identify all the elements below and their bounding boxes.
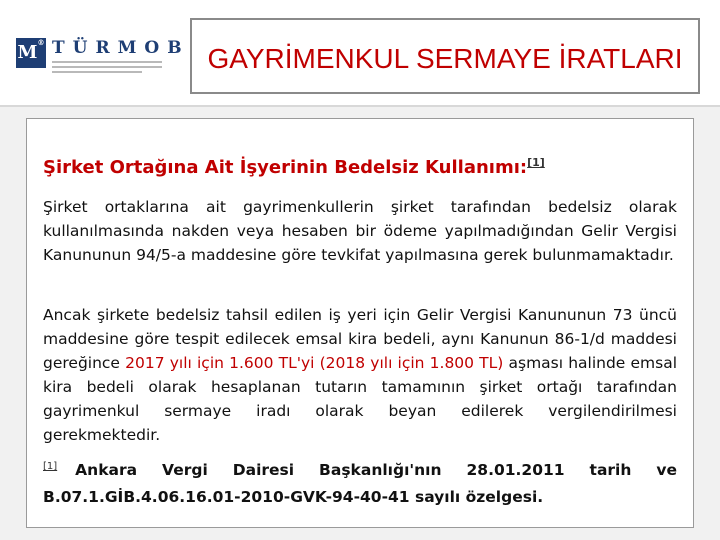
logo-name: TÜRMOB (52, 38, 190, 58)
header-bar (0, 0, 720, 107)
section-heading (43, 151, 545, 180)
title-box (190, 18, 700, 94)
footnote-text: Ankara Vergi Dairesi Başkanlığı'nın 28.01.2011 tarih ve B.07.1.GİB.4.06.16.01-2010-GVK-94-40-41 sayılı özelgesi. (43, 461, 677, 507)
footnote-link[interactable]: [1] (527, 156, 545, 169)
section-heading-text: Şirket Ortağına Ait İşyerinin Bedelsiz Kullanımı: (43, 157, 528, 178)
page-title: GAYRİMENKUL SERMAYE İRATLARI (207, 43, 683, 74)
paragraph-2-text: Ancak şirkete bedelsiz tahsil edilen iş yeri için Gelir Vergisi Kanununun 73 üncü maddesine göre tespit edilecek emsal kira bedeli, aynı Kanunun 86-1/d maddesi gereğince (43, 306, 677, 372)
footnote (43, 453, 677, 511)
turmob-logo (16, 38, 190, 74)
paragraph-2-text-end: aşması halinde emsal kira bedeli olarak hesaplanan tutarın tamamının şirket ortağı tarafından gayrimenkul sermaye iradı olarak beyan edilerek vergilendirilmesi gerekmektedir. (43, 354, 678, 444)
logo-mark-icon: M® (16, 38, 46, 68)
logo-tagline-line (52, 66, 162, 68)
logo-tagline-line (52, 61, 162, 63)
paragraph-2 (43, 303, 677, 447)
content-panel (26, 118, 694, 528)
footnote-marker: [1] (43, 461, 58, 472)
logo-tagline-line (52, 71, 142, 73)
paragraph-1: Şirket ortaklarına ait gayrimenkullerin şirket tarafından bedelsiz olarak kullanılmasında nakden veya hesaben bir ödeme yapılmadığından Gelir Vergisi Kanununun 94/5-a maddesine göre tevkifat yapılmasına gerek bulunmamaktadır. (43, 198, 677, 264)
highlighted-amount: 2017 yılı için 1.600 TL'yi (2018 yılı için 1.800 TL) (125, 354, 504, 372)
